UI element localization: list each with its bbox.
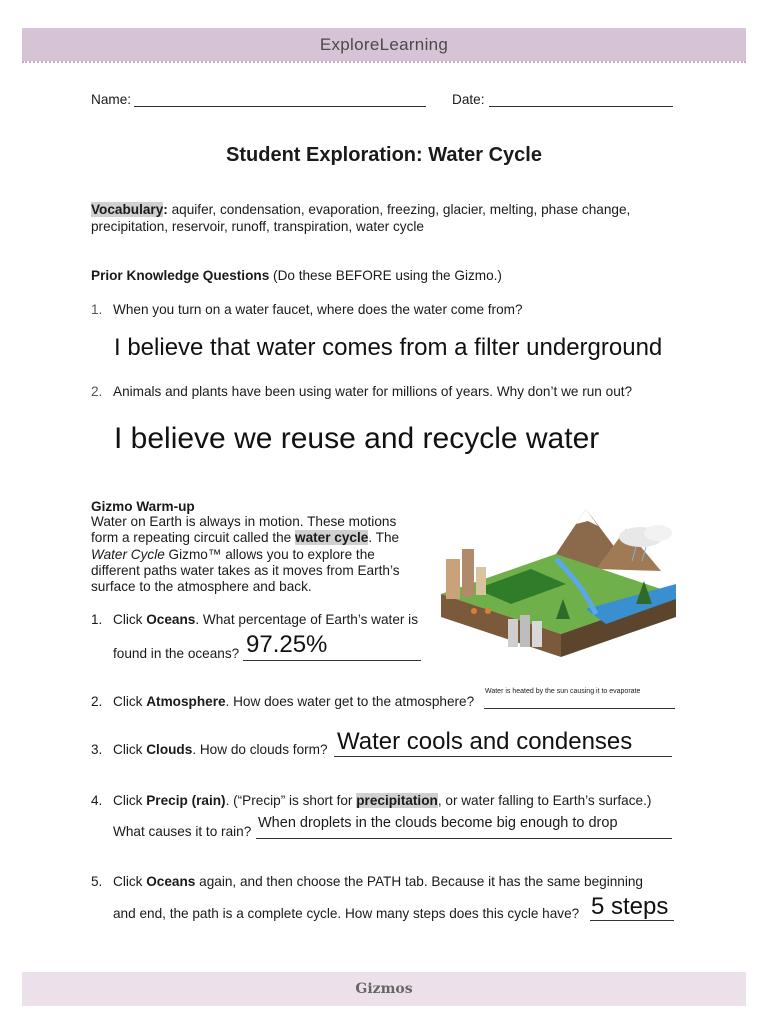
q5-prompt: and end, the path is a complete cycle. How many steps does this cycle have?	[113, 906, 580, 921]
q4-answer-line	[256, 838, 672, 839]
warmup-line-4: different paths water takes as it moves from Earth’s	[91, 563, 400, 578]
q5-text: Click Oceans again, and then choose the PATH tab. Because it has the same beginning	[113, 874, 643, 889]
q3-answer-line	[334, 756, 672, 757]
prior-q1-number: 1.	[91, 302, 103, 317]
q1-answer[interactable]: 97.25%	[246, 631, 328, 658]
warmup-line-1: Water on Earth is always in motion. These motions	[91, 514, 397, 529]
vocabulary-colon: :	[163, 202, 168, 217]
q3-number: 3.	[91, 742, 103, 757]
q5-number: 5.	[91, 874, 103, 889]
q1-answer-line	[243, 660, 421, 661]
prior-q2-answer[interactable]: I believe we reuse and recycle water	[114, 422, 600, 455]
q4-number: 4.	[91, 793, 103, 808]
prior-knowledge-label: Prior Knowledge Questions	[91, 268, 270, 283]
warmup-line-5: surface to the atmosphere and back.	[91, 579, 312, 594]
q1-number: 1.	[91, 612, 103, 627]
page-title: Student Exploration: Water Cycle	[226, 144, 542, 166]
name-line[interactable]	[134, 106, 426, 107]
prior-q1-text: When you turn on a water faucet, where does the water come from?	[113, 302, 523, 317]
explorelearning-logo: ExploreLearning	[319, 35, 449, 54]
prior-q2-number: 2.	[91, 384, 103, 399]
q2-answer-line	[484, 708, 675, 709]
warmup-line-3: Water Cycle Gizmo™ allows you to explore the	[91, 547, 375, 562]
vocabulary-terms-1: aquifer, condensation, evaporation, freezing, glacier, melting, phase change,	[167, 202, 631, 217]
vocabulary-line-1	[91, 202, 630, 219]
q4-answer[interactable]: When droplets in the clouds become big enough to drop	[258, 815, 618, 831]
q3-answer[interactable]: Water cools and condenses	[337, 728, 633, 755]
water-cycle-term: water cycle	[295, 530, 369, 545]
header-dotted-rule	[22, 61, 746, 63]
prior-knowledge-note: (Do these BEFORE using the Gizmo.)	[269, 268, 502, 283]
q3-text: Click Clouds. How do clouds form?	[113, 742, 328, 757]
prior-q1-answer[interactable]: I believe that water comes from a filter underground	[114, 334, 663, 361]
warmup-title: Gizmo Warm-up	[91, 499, 195, 514]
q2-answer[interactable]: Water is heated by the sun causing it to evaporate	[485, 688, 641, 695]
vocabulary-terms-2: precipitation, reservoir, runoff, transpiration, water cycle	[91, 219, 424, 234]
prior-knowledge-heading	[91, 268, 502, 285]
q1-prompt: found in the oceans?	[113, 646, 240, 661]
name-label: Name:	[91, 92, 132, 107]
q5-answer[interactable]: 5 steps	[591, 893, 669, 920]
gizmo-name: Water Cycle	[91, 547, 165, 562]
precipitation-term: precipitation	[356, 793, 438, 808]
gizmos-logo: Gizmos	[355, 981, 413, 997]
warmup-line-2: form a repeating circuit called the water cycle. The	[91, 530, 400, 545]
water-cycle-illustration	[436, 499, 678, 661]
date-line[interactable]	[489, 106, 673, 107]
q2-text: Click Atmosphere. How does water get to the atmosphere?	[113, 694, 475, 709]
q2-number: 2.	[91, 694, 103, 709]
vocabulary-label: Vocabulary	[91, 202, 164, 217]
prior-q2-text: Animals and plants have been using water for millions of years. Why don’t we run out?	[113, 384, 633, 399]
q4-prompt: What causes it to rain?	[113, 824, 252, 839]
q1-text: Click Oceans. What percentage of Earth’s water is	[113, 612, 419, 627]
date-label: Date:	[452, 92, 485, 107]
q4-text: Click Precip (rain). (“Precip” is short for precipitation, or water falling to Earth’s surface.)	[113, 793, 652, 808]
